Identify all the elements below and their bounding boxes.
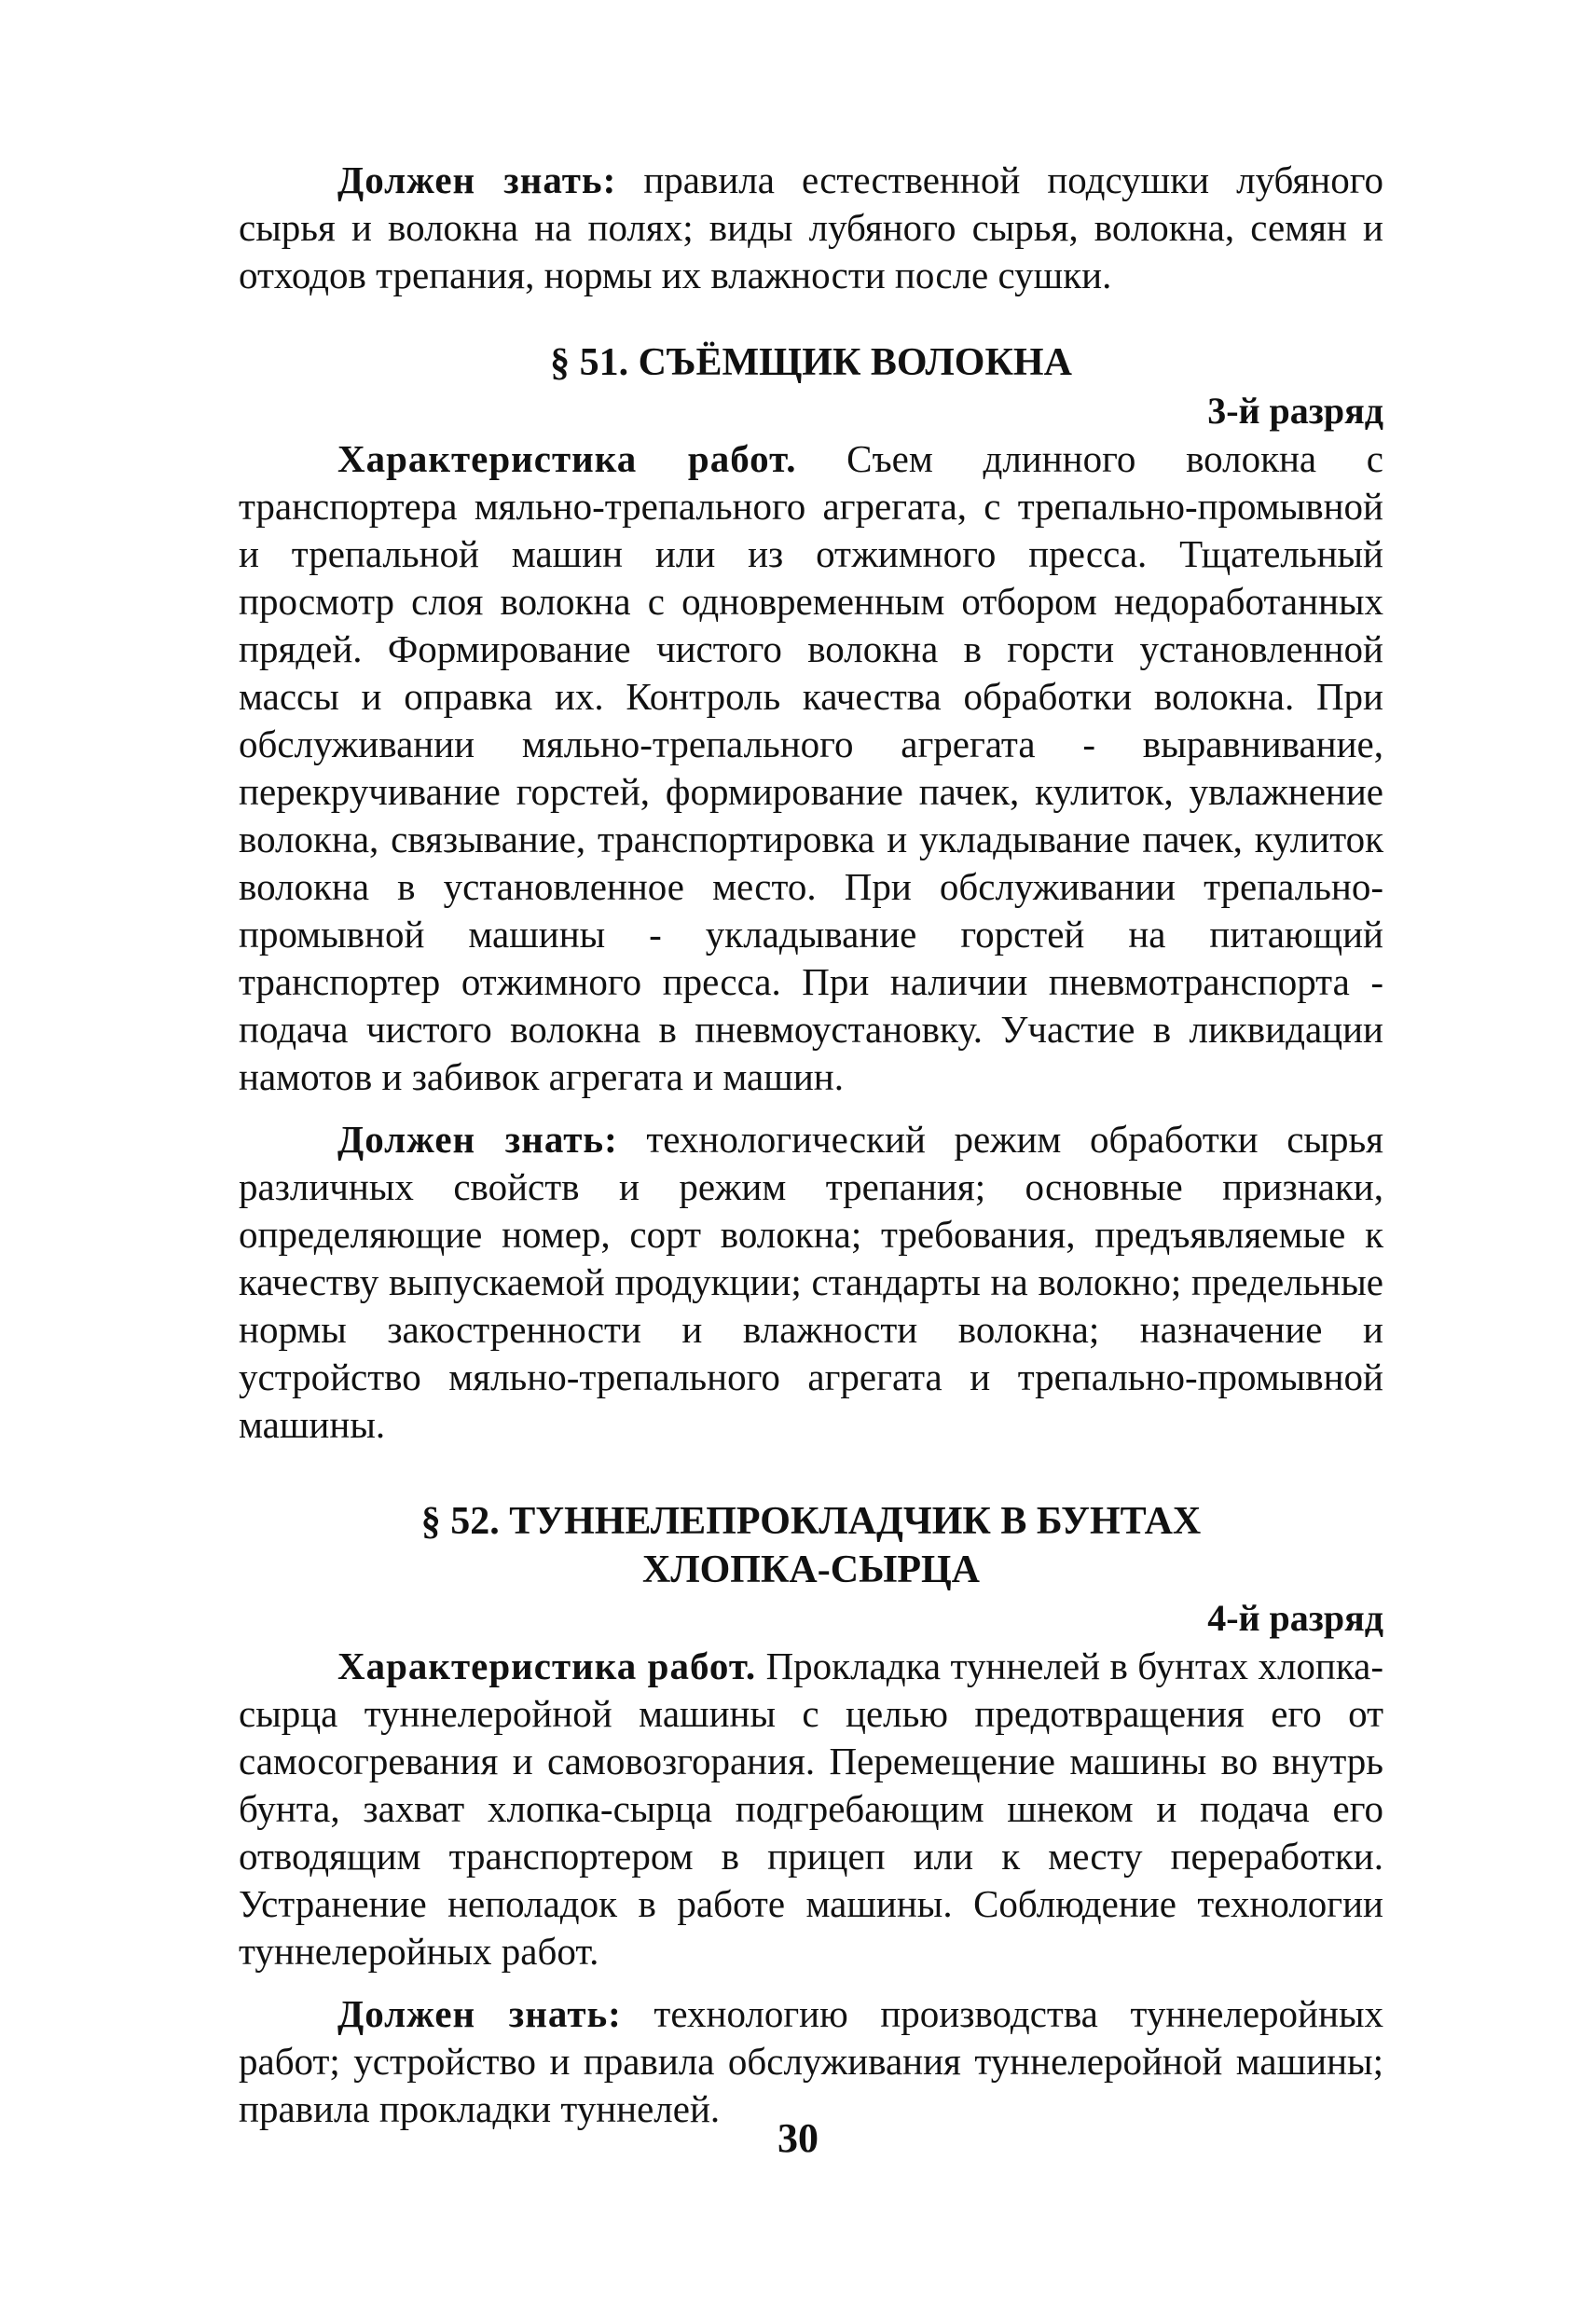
section-52-work-text: Прокладка туннелей в бунтах хлопка-сырца туннелеройной машины с целью предотвращения его от самосогревания и самовозгорания. Перемещение машины во внутрь бунта, захват хлопка-сырца подгребающим шнеком и подача его отводящим транспортером в прицеп или к месту переработки. Устранение неполадок в работе машины. Соблюдение технологии туннелеройных работ. <box>239 1645 1383 1973</box>
intro-lead: Должен знать: <box>337 158 617 201</box>
section-52-heading <box>239 1497 1383 1594</box>
section-51-knowledge-paragraph <box>239 1116 1383 1449</box>
section-52-work-paragraph <box>239 1643 1383 1975</box>
section-51-heading: § 51. СЪЁМЩИК ВОЛОКНА <box>550 341 1072 384</box>
section-51-work-paragraph <box>239 435 1383 1101</box>
page-body <box>239 157 1383 2133</box>
section-52-knowledge-text: технологию производства туннелеройных работ; устройство и правила обслуживания туннелеройной машины; правила прокладки туннелей. <box>239 1992 1383 2130</box>
intro-text: правила естественной подсушки лубяного сырья и волокна на полях; виды лубяного сырья, волокна, семян и отходов трепания, нормы их влажности после сушки. <box>239 158 1383 296</box>
section-52-knowledge-lead: Должен знать: <box>337 1992 622 2035</box>
section-52-heading-line1: § 52. ТУННЕЛЕПРОКЛАДЧИК В БУНТАХ <box>420 1500 1202 1543</box>
intro-paragraph <box>239 157 1383 299</box>
section-51-knowledge-lead: Должен знать: <box>337 1118 618 1161</box>
section-51-work-lead: Характеристика работ. <box>337 437 797 480</box>
section-51-work-text: Съем длинного волокна с транспортера мяльно-трепального агрегата, с трепально-промывной и трепальной машин или из отжимного пресса. Тщательный просмотр слоя волокна с одновременным отбором недоработанных прядей. Формирование чистого волокна в горсти установленной массы и оправка их. Контроль качества обработки волокна. При обслуживании мяльно-трепального агрегата - выравнивание, перекручивание горстей, формирование пачек, кулиток, увлажнение волокна, связывание, транспортировка и укладывание пачек, кулиток волокна в установленное место. При обслуживании трепально-промывной машины - укладывание горстей на питающий транспортер отжимного пресса. При наличии пневмотранспорта - подача чистого волокна в пневмоустановку. Участие в ликвидации намотов и забивок агрегата и машин. <box>239 437 1383 1098</box>
section-52-knowledge-paragraph <box>239 1990 1383 2133</box>
section-51-rank: 3-й разряд <box>1207 390 1383 432</box>
section-51-knowledge-text: технологический режим обработки сырья различных свойств и режим трепания; основные признаки, определяющие номер, сорт волокна; требования, предъявляемые к качеству выпускаемой продукции; стандарты на волокно; предельные нормы закостренности и влажности волокна; назначение и устройство мяльно-трепального агрегата и трепально-промывной машины. <box>239 1118 1383 1446</box>
page-number: 30 <box>777 2115 819 2161</box>
section-52-work-lead: Характеристика работ. <box>337 1645 757 1687</box>
section-52-rank: 4-й разряд <box>1207 1597 1383 1639</box>
section-52-heading-line2: ХЛОПКА-СЫРЦА <box>642 1548 980 1591</box>
